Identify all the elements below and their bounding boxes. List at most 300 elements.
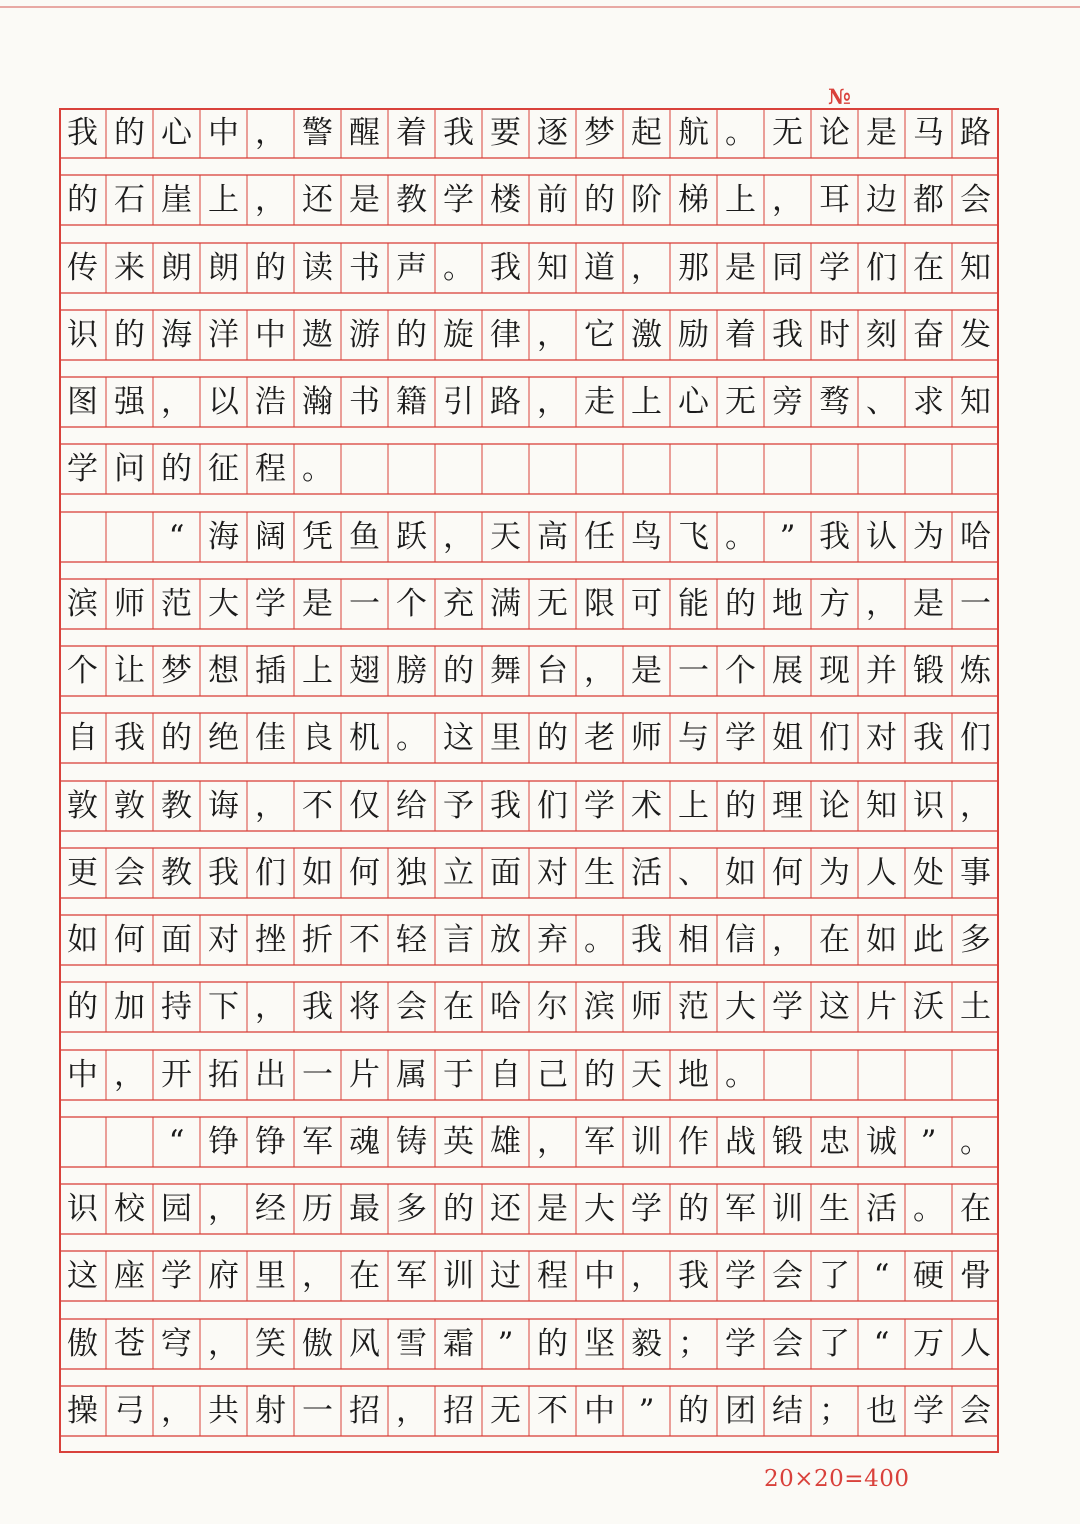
text-row	[59, 1050, 999, 1100]
text-row	[59, 982, 999, 1032]
character-cell: 是	[631, 652, 662, 689]
character-cell: 马	[913, 114, 944, 151]
character-cell: 我	[208, 854, 239, 891]
character-cell: 绝	[208, 719, 239, 756]
character-cell	[59, 1117, 106, 1167]
character-cell: 一	[302, 1392, 333, 1429]
character-cell: 励	[678, 316, 709, 353]
character-cell: 片	[349, 1056, 380, 1093]
character-cell: 是	[302, 585, 333, 622]
character-cell: 我	[490, 249, 521, 286]
character-cell: 梦	[584, 114, 615, 151]
character-cell: 活	[866, 1190, 897, 1227]
character-cell: 折	[302, 921, 333, 958]
character-cell: 旁	[772, 383, 803, 420]
character-cell: 姐	[772, 719, 803, 756]
character-cell: 最	[349, 1190, 380, 1227]
character-cell: 。	[725, 1056, 756, 1093]
character-cell: ，	[255, 181, 286, 218]
character-cell: 问	[114, 450, 145, 487]
character-cell: 们	[960, 719, 991, 756]
character-cell: 现	[819, 652, 850, 689]
character-cell: 是	[866, 114, 897, 151]
character-cell: 信	[725, 921, 756, 958]
character-cell: 自	[67, 719, 98, 756]
character-cell: 不	[349, 921, 380, 958]
character-cell: 风	[349, 1325, 380, 1362]
character-cell: 弃	[537, 921, 568, 958]
character-cell: 校	[114, 1190, 145, 1227]
character-cell: ；	[678, 1325, 709, 1362]
character-cell: 梯	[678, 181, 709, 218]
character-cell: 可	[631, 585, 662, 622]
character-cell: 射	[255, 1392, 286, 1429]
character-cell: 不	[537, 1392, 568, 1429]
character-cell: 土	[960, 988, 991, 1025]
character-cell: 旋	[443, 316, 474, 353]
character-cell: 无	[725, 383, 756, 420]
character-cell: 训	[772, 1190, 803, 1227]
character-cell: ，	[866, 585, 897, 622]
character-cell: 学	[255, 585, 286, 622]
character-cell	[858, 444, 905, 494]
character-cell: 此	[913, 921, 944, 958]
character-cell: ，	[443, 518, 474, 555]
character-cell: ，	[255, 114, 286, 151]
character-cell: 。	[725, 114, 756, 151]
character-cell: 中	[584, 1392, 615, 1429]
character-cell: 轻	[396, 921, 427, 958]
character-cell: 识	[67, 1190, 98, 1227]
character-cell: 为	[819, 854, 850, 891]
character-cell: 的	[161, 719, 192, 756]
character-cell: 上	[302, 652, 333, 689]
character-cell: 上	[208, 181, 239, 218]
character-cell: 滨	[67, 585, 98, 622]
character-cell: 哈	[490, 988, 521, 1025]
character-cell: 崖	[161, 181, 192, 218]
character-cell: 我	[631, 921, 662, 958]
grid-size-footer: 20×20=400	[764, 1466, 910, 1492]
character-cell: 。	[913, 1190, 944, 1227]
character-cell: ，	[960, 787, 991, 824]
page-number-label: №	[828, 84, 851, 109]
character-cell	[482, 444, 529, 494]
character-cell: 游	[349, 316, 380, 353]
character-cell: ，	[537, 383, 568, 420]
character-cell: 处	[913, 854, 944, 891]
character-cell: ，	[255, 988, 286, 1025]
character-cell: 浩	[255, 383, 286, 420]
character-cell: 历	[302, 1190, 333, 1227]
character-cell: 过	[490, 1257, 521, 1294]
character-cell: 如	[302, 854, 333, 891]
character-cell: 这	[443, 719, 474, 756]
character-cell: ，	[631, 1257, 662, 1294]
character-cell: 心	[161, 114, 192, 151]
character-cell: 在	[349, 1257, 380, 1294]
character-cell: 招	[349, 1392, 380, 1429]
character-cell	[59, 512, 106, 562]
character-cell: 并	[866, 652, 897, 689]
character-cell: 洋	[208, 316, 239, 353]
text-row	[59, 1386, 999, 1436]
character-cell: 我	[490, 787, 521, 824]
character-cell: 在	[819, 921, 850, 958]
character-cell: 满	[490, 585, 521, 622]
character-cell	[717, 444, 764, 494]
character-cell: 这	[819, 988, 850, 1025]
character-cell: 中	[255, 316, 286, 353]
character-cell: 事	[960, 854, 991, 891]
character-cell: 个	[67, 652, 98, 689]
character-cell	[952, 444, 999, 494]
character-cell: 以	[208, 383, 239, 420]
character-cell: 与	[678, 719, 709, 756]
character-cell: 尔	[537, 988, 568, 1025]
character-cell: 大	[208, 585, 239, 622]
character-cell: 挫	[255, 921, 286, 958]
character-cell: 任	[584, 518, 615, 555]
character-cell: 地	[772, 585, 803, 622]
character-cell: 论	[819, 787, 850, 824]
character-cell: 大	[725, 988, 756, 1025]
text-row	[59, 1251, 999, 1301]
character-cell: 战	[725, 1123, 756, 1160]
character-cell: 滨	[584, 988, 615, 1025]
character-cell: 上	[631, 383, 662, 420]
text-row	[59, 243, 999, 293]
character-cell	[435, 444, 482, 494]
character-cell: 知	[960, 383, 991, 420]
character-cell: 充	[443, 585, 474, 622]
character-cell: 路	[960, 114, 991, 151]
character-cell: 将	[349, 988, 380, 1025]
character-cell: 范	[161, 585, 192, 622]
character-cell: 开	[161, 1056, 192, 1093]
character-cell: 着	[396, 114, 427, 151]
character-cell: 。	[396, 719, 427, 756]
character-cell: 如	[67, 921, 98, 958]
character-cell: 刻	[866, 316, 897, 353]
character-cell: 了	[819, 1325, 850, 1362]
character-cell: 程	[255, 450, 286, 487]
character-cell: 凭	[302, 518, 333, 555]
character-cell	[952, 1050, 999, 1100]
character-cell: 为	[913, 518, 944, 555]
character-cell: 我	[772, 316, 803, 353]
character-cell: 学	[913, 1392, 944, 1429]
character-cell: 跃	[396, 518, 427, 555]
character-cell: 万	[913, 1325, 944, 1362]
character-cell: 活	[631, 854, 662, 891]
character-cell: 。	[443, 249, 474, 286]
character-cell: 道	[584, 249, 615, 286]
character-cell: 的	[396, 316, 427, 353]
character-cell: 机	[349, 719, 380, 756]
character-cell	[388, 444, 435, 494]
character-cell: 还	[490, 1190, 521, 1227]
character-cell: 的	[584, 1056, 615, 1093]
character-cell: 声	[396, 249, 427, 286]
character-cell	[341, 444, 388, 494]
character-cell: 在	[960, 1190, 991, 1227]
character-cell: 心	[678, 383, 709, 420]
character-cell: 魂	[349, 1123, 380, 1160]
character-cell: 也	[866, 1392, 897, 1429]
character-cell: 下	[208, 988, 239, 1025]
character-cell: 面	[490, 854, 521, 891]
character-cell: 鸟	[631, 518, 662, 555]
character-cell: 军	[584, 1123, 615, 1160]
character-cell: 起	[631, 114, 662, 151]
character-cell: 里	[255, 1257, 286, 1294]
character-cell: 、	[866, 383, 897, 420]
text-row	[59, 444, 999, 494]
manuscript-grid	[59, 108, 999, 1453]
top-edge-rule	[0, 6, 1080, 8]
character-cell: 读	[302, 249, 333, 286]
character-cell: 朗	[161, 249, 192, 286]
character-cell: 教	[161, 854, 192, 891]
character-cell: 强	[114, 383, 145, 420]
character-cell: 的	[114, 114, 145, 151]
text-row	[59, 175, 999, 225]
character-cell: 发	[960, 316, 991, 353]
character-cell: 边	[866, 181, 897, 218]
character-cell	[529, 444, 576, 494]
character-cell: 征	[208, 450, 239, 487]
text-row	[59, 781, 999, 831]
character-cell: 诚	[866, 1123, 897, 1160]
character-cell: 海	[208, 518, 239, 555]
character-cell: 们	[255, 854, 286, 891]
character-cell: 我	[67, 114, 98, 151]
character-cell	[764, 1050, 811, 1100]
character-cell: 图	[67, 383, 98, 420]
character-cell: 论	[819, 114, 850, 151]
character-cell: 霜	[443, 1325, 474, 1362]
character-cell: 、	[678, 854, 709, 891]
character-cell: 如	[866, 921, 897, 958]
character-cell: ，	[537, 316, 568, 353]
character-cell: 方	[819, 585, 850, 622]
character-cell: 的	[443, 1190, 474, 1227]
character-cell: 程	[537, 1257, 568, 1294]
character-cell: 瀚	[302, 383, 333, 420]
character-cell: ，	[772, 181, 803, 218]
character-cell: 诲	[208, 787, 239, 824]
text-row	[59, 108, 999, 158]
character-cell: 学	[161, 1257, 192, 1294]
character-cell: 书	[349, 383, 380, 420]
character-cell: 范	[678, 988, 709, 1025]
character-cell: 结	[772, 1392, 803, 1429]
character-cell	[858, 1050, 905, 1100]
character-cell: 。	[725, 518, 756, 555]
character-cell: 学	[631, 1190, 662, 1227]
character-cell: 生	[584, 854, 615, 891]
character-cell: 中	[67, 1056, 98, 1093]
character-cell: 于	[443, 1056, 474, 1093]
character-cell: 会	[960, 181, 991, 218]
text-row	[59, 377, 999, 427]
character-cell: 那	[678, 249, 709, 286]
character-cell: 学	[443, 181, 474, 218]
character-cell: 训	[443, 1257, 474, 1294]
character-cell: 一	[349, 585, 380, 622]
character-cell: “	[168, 518, 185, 555]
character-cell: 的	[443, 652, 474, 689]
character-cell: 园	[161, 1190, 192, 1227]
character-cell: ”	[638, 1392, 655, 1429]
character-cell: 对	[208, 921, 239, 958]
character-cell: 展	[772, 652, 803, 689]
character-cell: 我	[678, 1257, 709, 1294]
character-cell: 佳	[255, 719, 286, 756]
character-cell: 仅	[349, 787, 380, 824]
text-row	[59, 915, 999, 965]
text-row	[59, 713, 999, 763]
character-cell: 鱼	[349, 518, 380, 555]
character-cell: 锻	[913, 652, 944, 689]
character-cell: 师	[114, 585, 145, 622]
character-cell: 师	[631, 719, 662, 756]
character-cell: 天	[631, 1056, 662, 1093]
character-cell: 何	[114, 921, 145, 958]
character-cell: 籍	[396, 383, 427, 420]
character-cell: 朗	[208, 249, 239, 286]
character-cell: 能	[678, 585, 709, 622]
character-cell: 阶	[631, 181, 662, 218]
character-cell: 军	[396, 1257, 427, 1294]
character-cell: 人	[960, 1325, 991, 1362]
character-cell: 立	[443, 854, 474, 891]
character-cell: 耳	[819, 181, 850, 218]
character-cell: 飞	[678, 518, 709, 555]
character-cell: 一	[678, 652, 709, 689]
character-cell: 认	[866, 518, 897, 555]
character-cell: 我	[913, 719, 944, 756]
character-cell: 无	[490, 1392, 521, 1429]
character-cell: 硬	[913, 1257, 944, 1294]
character-cell: 的	[678, 1190, 709, 1227]
character-cell: 。	[302, 450, 333, 487]
character-cell: 。	[960, 1123, 991, 1160]
character-cell: 炼	[960, 652, 991, 689]
text-row	[59, 1319, 999, 1369]
character-cell: 是	[349, 181, 380, 218]
character-cell: 的	[67, 988, 98, 1025]
character-cell: 自	[490, 1056, 521, 1093]
character-cell: 插	[255, 652, 286, 689]
character-cell: 对	[537, 854, 568, 891]
character-cell: 上	[725, 181, 756, 218]
character-cell: 无	[772, 114, 803, 151]
character-cell: 生	[819, 1190, 850, 1227]
character-cell: 言	[443, 921, 474, 958]
character-cell: 都	[913, 181, 944, 218]
character-cell: 团	[725, 1392, 756, 1429]
character-cell: 我	[819, 518, 850, 555]
character-cell: 还	[302, 181, 333, 218]
character-cell: 军	[302, 1123, 333, 1160]
character-cell: 学	[725, 1325, 756, 1362]
character-cell: 路	[490, 383, 521, 420]
character-cell: 何	[349, 854, 380, 891]
character-cell	[764, 444, 811, 494]
character-cell: 学	[772, 988, 803, 1025]
character-cell: ，	[584, 652, 615, 689]
character-cell: 海	[161, 316, 192, 353]
character-cell: 梦	[161, 652, 192, 689]
character-cell: 骨	[960, 1257, 991, 1294]
character-cell: 限	[584, 585, 615, 622]
character-cell	[576, 444, 623, 494]
character-cell: 敦	[114, 787, 145, 824]
character-cell: 学	[725, 1257, 756, 1294]
character-cell: 的	[537, 1325, 568, 1362]
character-cell: 的	[725, 585, 756, 622]
character-cell: 是	[537, 1190, 568, 1227]
character-cell	[811, 1050, 858, 1100]
character-cell: 同	[772, 249, 803, 286]
character-cell: 着	[725, 316, 756, 353]
character-cell: 面	[161, 921, 192, 958]
character-cell: 军	[725, 1190, 756, 1227]
character-cell: 学	[819, 249, 850, 286]
character-cell: 地	[678, 1056, 709, 1093]
character-cell: 楼	[490, 181, 521, 218]
character-cell: ，	[208, 1325, 239, 1362]
text-row	[59, 1184, 999, 1234]
character-cell: 铮	[208, 1123, 239, 1160]
character-cell: 膀	[396, 652, 427, 689]
character-cell: 会	[772, 1257, 803, 1294]
character-cell: 知	[537, 249, 568, 286]
character-cell: 的	[537, 719, 568, 756]
text-row	[59, 646, 999, 696]
character-cell: 多	[960, 921, 991, 958]
character-cell: 逐	[537, 114, 568, 151]
text-row	[59, 848, 999, 898]
character-cell: 遨	[302, 316, 333, 353]
character-cell	[106, 1117, 153, 1167]
character-cell: 更	[67, 854, 98, 891]
character-cell: 放	[490, 921, 521, 958]
character-cell: ，	[255, 787, 286, 824]
character-cell: 操	[67, 1392, 98, 1429]
character-cell: ，	[537, 1123, 568, 1160]
character-cell: 共	[208, 1392, 239, 1429]
character-cell: 我	[302, 988, 333, 1025]
character-cell: 片	[866, 988, 897, 1025]
character-cell: 多	[396, 1190, 427, 1227]
character-cell: 府	[208, 1257, 239, 1294]
character-cell: 经	[255, 1190, 286, 1227]
character-cell: 独	[396, 854, 427, 891]
character-cell: 在	[443, 988, 474, 1025]
character-cell: 前	[537, 181, 568, 218]
character-cell: 这	[67, 1257, 98, 1294]
character-cell: 是	[913, 585, 944, 622]
character-cell: ，	[208, 1190, 239, 1227]
character-cell: ，	[161, 1392, 192, 1429]
character-cell: 的	[161, 450, 192, 487]
character-cell: 它	[584, 316, 615, 353]
character-cell: 是	[725, 249, 756, 286]
character-cell: 天	[490, 518, 521, 555]
